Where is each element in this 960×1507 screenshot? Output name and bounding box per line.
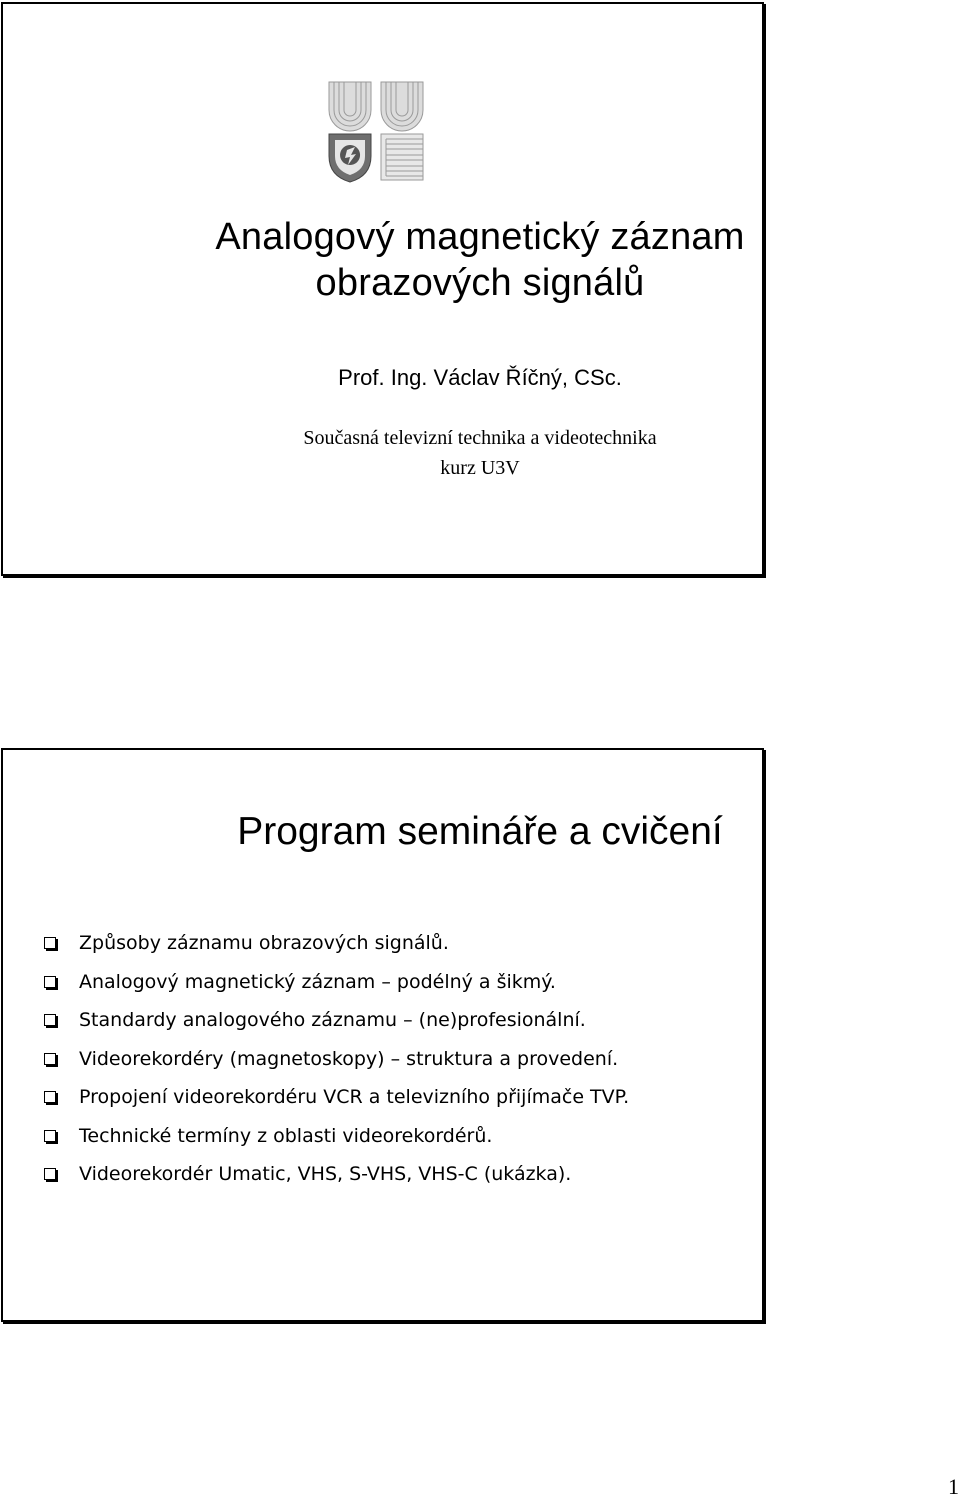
checkbox-bullet-icon	[44, 1014, 56, 1026]
list-item-text: Propojení videorekordéru VCR a televizního přijímače TVP.	[79, 1086, 630, 1108]
university-logo-icon	[325, 78, 433, 186]
list-item	[42, 1001, 629, 1040]
course-name: Současná televizní technika a videotechnika	[303, 427, 657, 449]
title-line-2: obrazových signálů	[315, 262, 645, 304]
program-slide-title: Program semináře a cvičení	[237, 810, 723, 853]
title-line-1: Analogový magnetický záznam	[215, 216, 745, 258]
checkbox-bullet-icon	[44, 1168, 56, 1180]
checkbox-bullet-icon	[44, 1130, 56, 1142]
course-info	[0, 423, 960, 483]
list-item	[42, 1078, 629, 1117]
list-item	[42, 1040, 629, 1079]
list-item-text: Analogový magnetický záznam – podélný a šikmý.	[79, 970, 556, 993]
author-name: Prof. Ing. Václav Říčný, CSc.	[338, 365, 622, 390]
list-item	[42, 1117, 629, 1156]
checkbox-bullet-icon	[44, 1053, 56, 1065]
page-number: 1	[948, 1474, 959, 1499]
checkbox-bullet-icon	[44, 937, 56, 949]
list-item	[42, 1155, 629, 1194]
list-item-text: Technické termíny z oblasti videorekordérů.	[79, 1124, 493, 1147]
list-item	[42, 924, 629, 963]
list-item-text: Videorekordér Umatic, VHS, S-VHS, VHS-C (ukázka).	[79, 1163, 572, 1185]
list-item	[42, 963, 629, 1002]
checkbox-bullet-icon	[44, 1091, 56, 1103]
list-item-text: Způsoby záznamu obrazových signálů.	[79, 932, 449, 954]
course-code: kurz U3V	[440, 457, 520, 479]
list-item-text: Videorekordéry (magnetoskopy) – struktura a provedení.	[79, 1047, 619, 1070]
list-item-text: Standardy analogového záznamu – (ne)profesionální.	[79, 1009, 586, 1031]
title-slide-heading	[0, 214, 960, 306]
program-list	[42, 924, 629, 1194]
checkbox-bullet-icon	[44, 976, 56, 988]
